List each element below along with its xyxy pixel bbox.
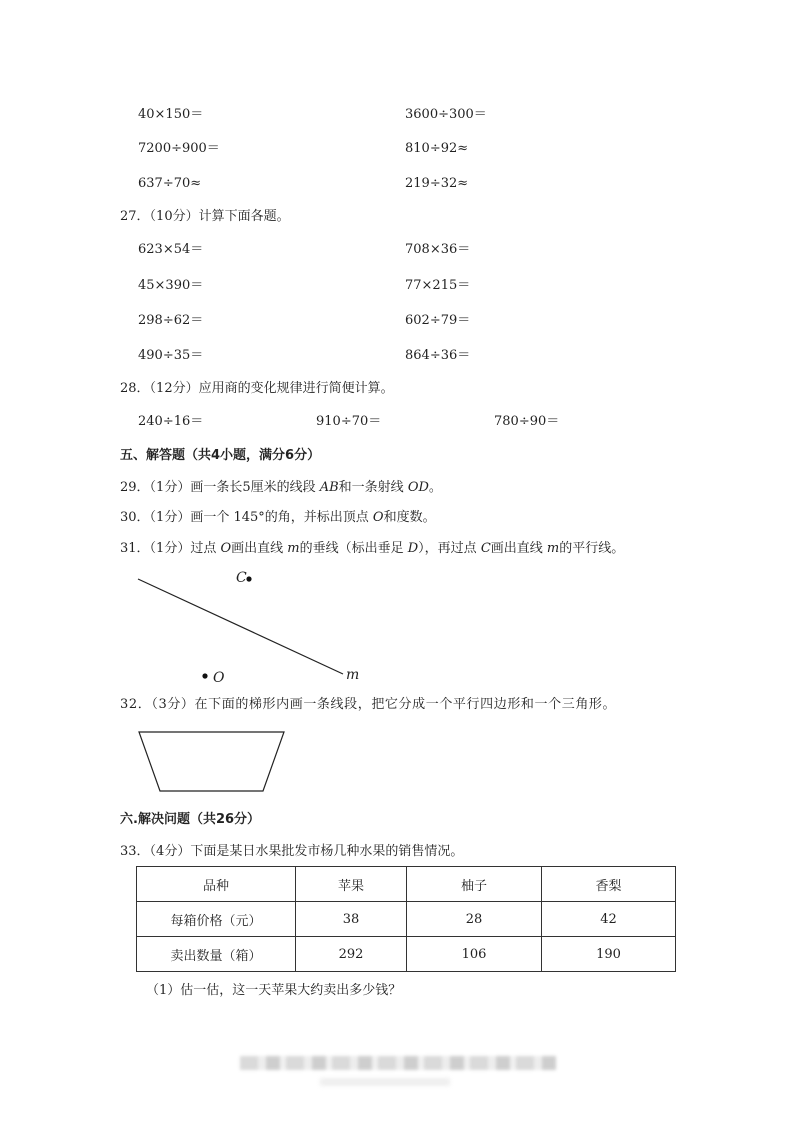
question-27-title: 27．（10分）计算下面各题。: [120, 209, 290, 224]
q30-text: 和度数。: [383, 510, 436, 525]
section-5-heading: 五、解答题（共4小题，满分6分）: [120, 448, 321, 463]
table-header-cell: 柚子: [407, 867, 542, 902]
section-6-heading: 六.解决问题（共26分）: [120, 812, 261, 827]
q31-foot-d: D: [407, 541, 419, 556]
point-c-dot: [246, 576, 251, 581]
blurred-footer: [240, 1056, 556, 1070]
table-cell: 190: [542, 937, 676, 972]
q31-text: 31．（1分）过点: [120, 541, 221, 556]
calc-item: 602÷79＝: [405, 313, 471, 328]
table-row: [137, 902, 676, 937]
calc-item: 3600÷300＝: [405, 107, 487, 122]
calc-item: 298÷62＝: [138, 313, 204, 328]
calc-item: 864÷36＝: [405, 348, 471, 363]
table-cell: 106: [407, 937, 542, 972]
table-cell: 卖出数量（箱）: [137, 937, 296, 972]
table-cell: 28: [407, 902, 542, 937]
table-header-cell: 香梨: [542, 867, 676, 902]
q31-text: 画出直线: [231, 541, 288, 556]
calc-item: 910÷70＝: [316, 414, 382, 429]
q30-text: 30．（1分）画一个 145°的角，并标出顶点: [120, 510, 373, 525]
question-28-title: 28．（12分）应用商的变化规律进行简便计算。: [120, 381, 394, 396]
q30-vertex-o: O: [372, 510, 384, 525]
calc-item: 219÷32≈: [405, 176, 469, 191]
calc-item: 623×54＝: [138, 242, 204, 257]
q29-segment-ab: AB: [319, 480, 339, 495]
calc-item: 490÷35＝: [138, 348, 204, 363]
q31-text: 画出直线: [490, 541, 547, 556]
q31-text: 的平行线。: [559, 541, 625, 556]
q31-point-o: O: [220, 541, 232, 556]
calc-item: 708×36＝: [405, 242, 471, 257]
calc-item: 240÷16＝: [138, 414, 204, 429]
label-c: C: [236, 570, 247, 586]
label-m: m: [346, 667, 360, 683]
q31-text: 的垂线（标出垂足: [299, 541, 408, 556]
calc-item: 637÷70≈: [138, 176, 202, 191]
table-cell: 每箱价格（元）: [137, 902, 296, 937]
blurred-footer-line: [320, 1078, 450, 1086]
q31-line-m: m: [546, 541, 560, 556]
question-32: 32．（3分）在下面的梯形内画一条线段，把它分成一个平行四边形和一个三角形。: [120, 697, 617, 712]
question-33-title: 33．（4分）下面是某日水果批发市杨几种水果的销售情况。: [120, 844, 464, 859]
q29-ray-od: OD: [407, 480, 429, 495]
q31-point-c: C: [480, 541, 491, 556]
table-cell: 42: [542, 902, 676, 937]
table-cell: 292: [296, 937, 407, 972]
line-m: [138, 579, 343, 674]
q31-line-m: m: [287, 541, 300, 556]
question-33-sub-1: （1）估一估，这一天苹果大约卖出多少钱？: [146, 983, 402, 998]
trapezoid-shape: [139, 732, 284, 791]
table-header-cell: 苹果: [296, 867, 407, 902]
point-o-dot: [202, 673, 207, 678]
label-o: O: [213, 670, 225, 686]
calc-item: 45×390＝: [138, 278, 204, 293]
table-header-row: [137, 867, 676, 902]
q29-text: 和一条射线: [338, 480, 408, 495]
calc-item: 7200÷900＝: [138, 141, 220, 156]
q29-text: 。: [428, 480, 442, 495]
calc-item: 810÷92≈: [405, 141, 469, 156]
fruit-sales-table: [136, 866, 676, 972]
calc-item: 780÷90＝: [494, 414, 560, 429]
calc-item: 40×150＝: [138, 107, 204, 122]
table-row: [137, 937, 676, 972]
calc-item: 77×215＝: [405, 278, 471, 293]
table-header-cell: 品种: [137, 867, 296, 902]
q31-text: ），再过点: [418, 541, 481, 556]
q29-text: 29．（1分）画一条长5厘米的线段: [120, 480, 320, 495]
table-cell: 38: [296, 902, 407, 937]
